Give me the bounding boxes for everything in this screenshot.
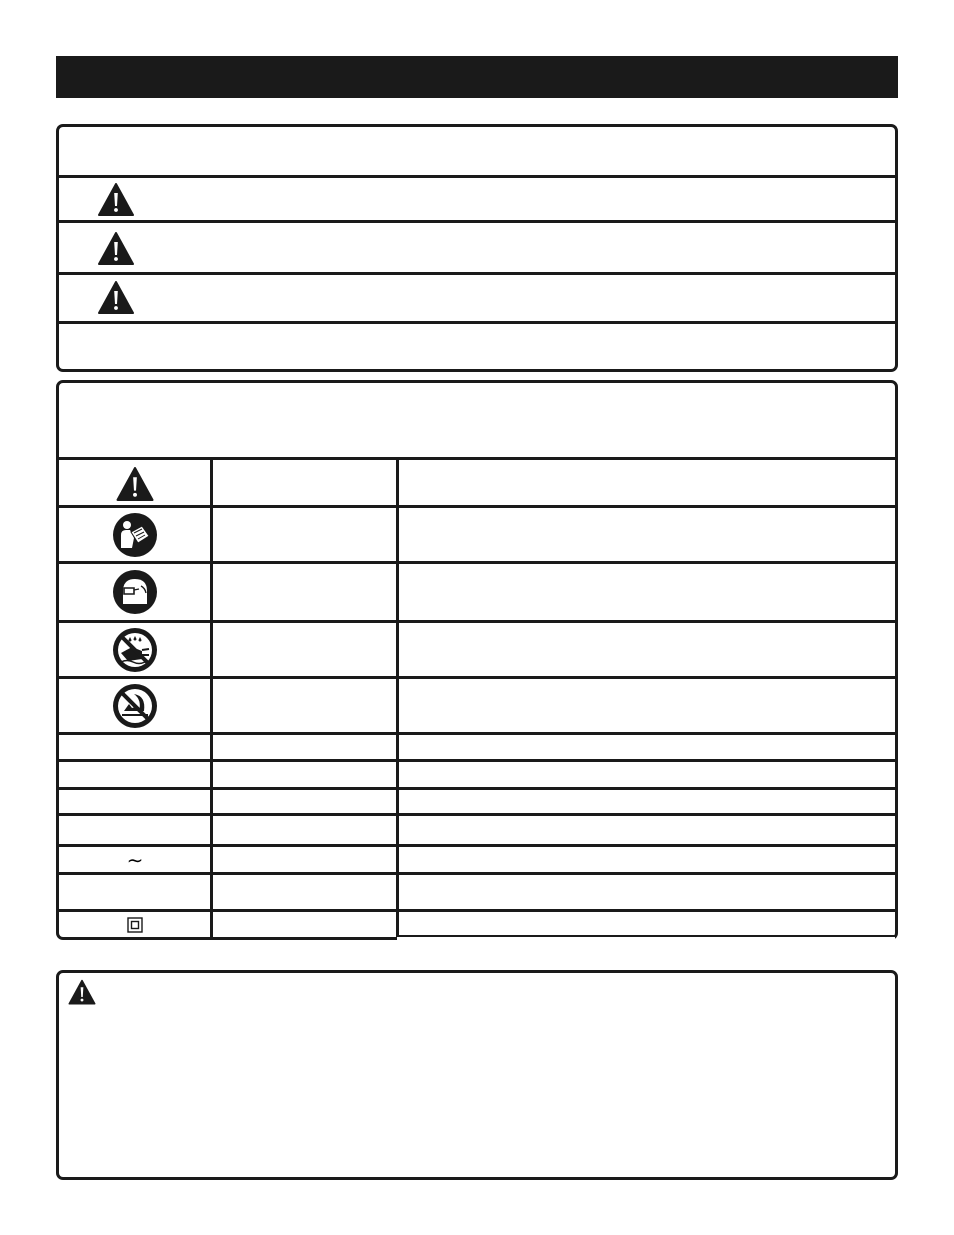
signal-words-box	[56, 124, 898, 372]
table-row	[59, 875, 895, 909]
warning-triangle-icon	[97, 280, 135, 316]
warning-triangle-icon	[97, 231, 135, 267]
table-row-no-hands	[59, 679, 211, 732]
no-hands-icon	[112, 683, 158, 729]
column-divider	[396, 460, 399, 940]
read-manual-icon	[112, 512, 158, 558]
table-bottom-rule	[397, 935, 895, 937]
table-row-eye-protection	[59, 564, 211, 620]
table-row-read-manual	[59, 508, 211, 561]
warning-box	[56, 970, 898, 1180]
warning-text-area	[99, 979, 885, 1171]
table-row-wet-conditions	[59, 623, 211, 676]
eye-protection-icon	[112, 569, 158, 615]
symbols-table-box	[56, 380, 898, 940]
alternating-current-icon: ∼	[126, 848, 144, 872]
signal-word-row	[59, 178, 895, 220]
section-header-bar	[56, 56, 898, 98]
wet-conditions-alert-icon	[112, 627, 158, 673]
table-row	[59, 735, 895, 759]
signal-word-row	[59, 223, 895, 272]
safety-alert-icon	[115, 466, 155, 503]
signal-word-note-row	[59, 324, 895, 369]
table-row-class-ii	[59, 912, 211, 938]
table-row	[59, 790, 895, 813]
warning-triangle-icon	[97, 182, 135, 218]
table-row	[59, 816, 895, 844]
table-bottom-gap	[397, 937, 895, 940]
table-row-alternating-current	[59, 847, 211, 873]
signal-words-intro	[59, 127, 895, 175]
symbols-intro	[59, 383, 895, 457]
warning-triangle-icon	[67, 979, 97, 1006]
table-row-safety-alert	[59, 460, 211, 508]
class-ii-construction-icon	[127, 917, 143, 933]
signal-word-row	[59, 275, 895, 321]
table-row	[59, 762, 895, 787]
